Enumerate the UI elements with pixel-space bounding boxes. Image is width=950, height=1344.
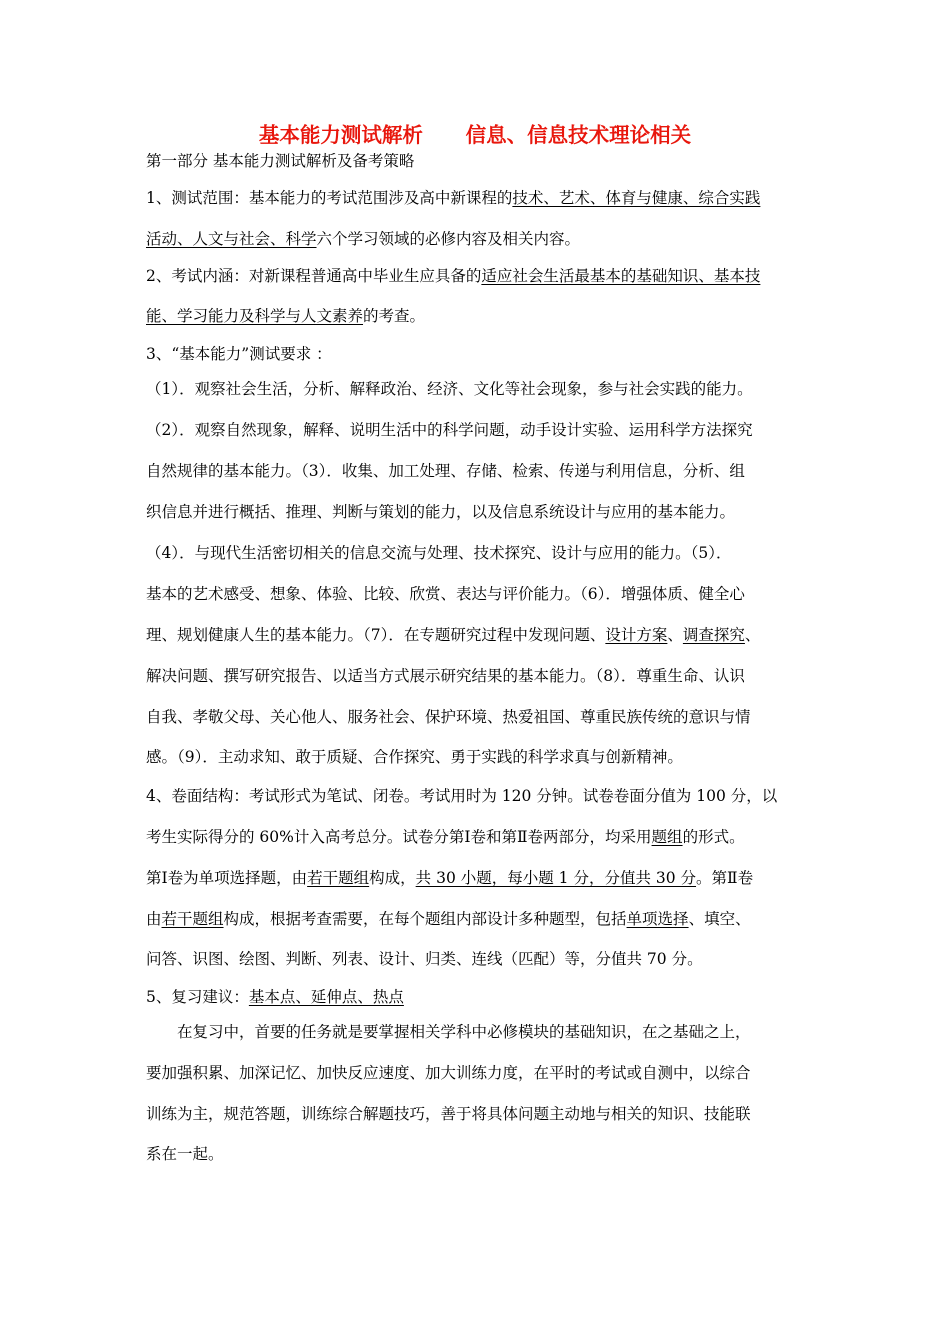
text: 2、考试内涵：对新课程普通高中毕业生应具备的 — [146, 267, 482, 285]
text: 构成，根据考查需要，在每个题组内部设计多种题型，包括 — [223, 910, 627, 928]
text: 理、规划健康人生的基本能力。（7）．在专题研究过程中发现问题、 — [146, 626, 606, 644]
structure-line-5: 问答、识图、绘图、判断、列表、设计、归类、连线（匹配）等，分值共 70 分。 — [146, 950, 703, 968]
text: 的考查。 — [363, 307, 426, 325]
review-paragraph-line-1: 在复习中，首要的任务就是要掌握相关学科中必修模块的基础知识，在之基础之上， — [177, 1023, 751, 1041]
underlined-text: 单项选择 — [626, 910, 689, 928]
text: 由 — [146, 910, 162, 928]
requirements-line-5: （4）．与现代生活密切相关的信息交流与处理、技术探究、设计与应用的能力。（5）． — [146, 544, 732, 562]
connotation-line-1 — [146, 265, 826, 287]
review-paragraph-line-3: 训练为主，规范答题，训练综合解题技巧，善于将具体问题主动地与相关的知识、技能联 — [146, 1105, 751, 1123]
structure-line-3 — [146, 867, 826, 889]
document-title: 基本能力测试解析 信息、信息技术理论相关 — [258, 123, 692, 147]
connotation-line-2 — [146, 305, 826, 327]
text: 1、测试范围：基本能力的考试范围涉及高中新课程的 — [146, 189, 513, 207]
section-heading: 第一部分 基本能力测试解析及备考策略 — [146, 152, 415, 170]
requirements-line-2: （2）．观察自然现象，解释、说明生活中的科学问题，动手设计实验、运用科学方法探究 — [146, 421, 753, 439]
requirements-line-10: 感。（9）．主动求知、敢于质疑、合作探究、勇于实践的科学求真与创新精神。 — [146, 748, 683, 766]
structure-line-4 — [146, 908, 826, 930]
scope-line-1 — [146, 187, 826, 209]
underlined-text: 技术、艺术、体育与健康、综合实践 — [512, 189, 761, 207]
review-paragraph-line-4: 系在一起。 — [146, 1145, 224, 1163]
underlined-text: 活动、人文与社会、科学 — [146, 230, 317, 248]
requirements-heading: 3、“基本能力”测试要求 ： — [146, 345, 332, 363]
text: 六个学习领域的必修内容及相关内容。 — [316, 230, 581, 248]
underlined-text: 能、学习能力及科学与人文素养 — [146, 307, 364, 325]
text: 第Ⅰ卷为单项选择题，由 — [146, 869, 308, 887]
text: 、 — [744, 626, 761, 644]
scope-line-2 — [146, 228, 826, 250]
underlined-text: 共 30 小题，每小题 1 分，分值共 30 分 — [415, 869, 697, 887]
text: 、 — [667, 626, 683, 644]
underlined-text: 设计方案 — [605, 626, 668, 644]
underlined-text: 若干题组 — [307, 869, 370, 887]
requirements-line-8: 解决问题、撰写研究报告、以适当方式展示研究结果的基本能力。（8）．尊重生命、认识 — [146, 667, 745, 685]
text: 。第Ⅱ卷 — [696, 869, 754, 887]
requirements-line-3: 自然规律的基本能力。（3）．收集、加工处理、存储、检索、传递与利用信息，分析、组 — [146, 462, 745, 480]
text: 5、复习建议： — [146, 988, 249, 1006]
requirements-line-7 — [146, 624, 826, 646]
text: 构成， — [369, 869, 416, 887]
structure-line-2 — [146, 826, 826, 848]
underlined-text: 基本点、延伸点、热点 — [248, 988, 404, 1006]
requirements-line-1: （1）．观察社会生活，分析、解释政治、经济、文化等社会现象，参与社会实践的能力。 — [146, 380, 753, 398]
underlined-text: 调查探究 — [682, 626, 745, 644]
requirements-line-6: 基本的艺术感受、想象、体验、比较、欣赏、表达与评价能力。（6）．增强体质、健全心 — [146, 585, 745, 603]
underlined-text: 题组 — [651, 828, 683, 846]
underlined-text: 若干题组 — [161, 910, 224, 928]
underlined-text: 适应社会生活最基本的基础知识、基本技 — [481, 267, 761, 285]
text: 考生实际得分的 60%计入高考总分。试卷分第Ⅰ卷和第Ⅱ卷两部分，均采用 — [146, 828, 652, 846]
review-paragraph-line-2: 要加强积累、加深记忆、加快反应速度、加大训练力度，在平时的考试或自测中，以综合 — [146, 1064, 751, 1082]
requirements-line-4: 织信息并进行概括、推理、判断与策划的能力，以及信息系统设计与应用的基本能力。 — [146, 503, 736, 521]
review-heading — [146, 986, 826, 1008]
structure-line-1: 4、卷面结构：考试形式为笔试、闭卷。考试用时为 120 分钟。试卷卷面分值为 100 分，以 — [146, 787, 778, 805]
requirements-line-9: 自我、孝敬父母、关心他人、服务社会、保护环境、热爱祖国、尊重民族传统的意识与情 — [146, 708, 751, 726]
text: 、填空、 — [688, 910, 751, 928]
text: 的形式。 — [682, 828, 745, 846]
